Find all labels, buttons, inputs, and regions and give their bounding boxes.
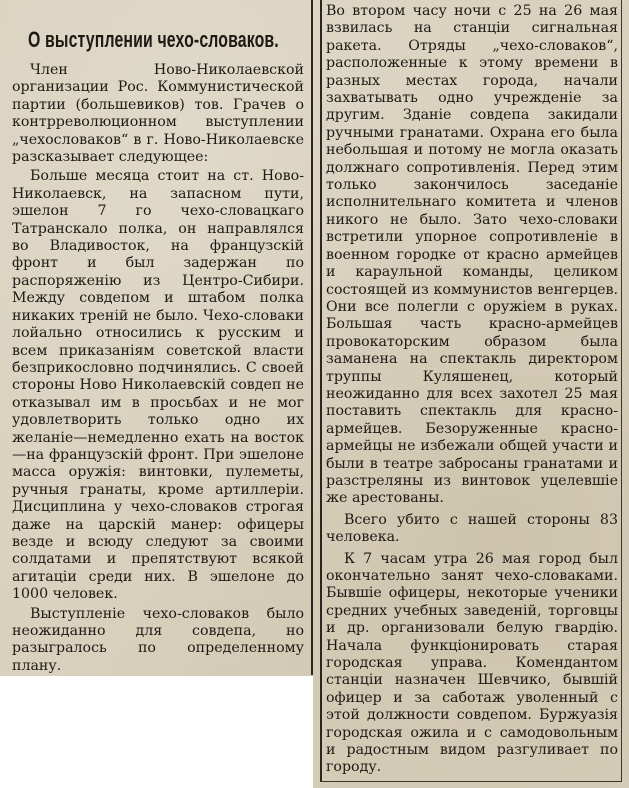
column-divider-left (311, 0, 313, 675)
article-paragraph: Во втором часу ночи с 25 на 26 мая взвилась на станціи сигнальная ракета. Отряды „чехо-словаков“, расположенные к этому времени в разных местах города, начали захватывать одно учрежденіе за другим. Зданіе совдепа закидали ручными гранатами. Охрана его была небольшая и потому не могла оказать должнаго сопротивленія. Перед этим только закончилось заседаніе исполнительнаго комитета и членов никого не было. Зато чехо-словаки встретили упорное сопротивленіе в военном городке от красно армейцев и караульной команды, целиком состоящей из коммунистов венгерцев. Они все полегли с оружіем в руках. Большая часть красно-армейцев провокаторским образом была заманена на спектакль директором труппы Куляшенец, который неожиданно для всех захотел 25 мая поставить спектакль для красно-армейцев. Безоруженные красно-армейцы не избежали общей участи и были в театре забросаны гранатами и разстреляны из винтовок уцелевшіе же арестованы. (326, 3, 618, 507)
article-paragraph: Выступленіе чехо-словаков было неожиданно для совдепа, но разыгралось по определенному плану. (12, 605, 304, 674)
article-column-left (12, 62, 304, 675)
article-title: О выступлении чехо-словаков. (28, 26, 279, 52)
article-paragraph: Больше месяца стоит на ст. Ново-Николаевск, на запасном пути, эшелон 7 го чехо-словацкаго Татранскало полка, он направлялся во Владивосток, на французскій фронт и был задержан по распоряженію из Центро-Сибири. Между совдепом и штабом полка никаких треній не было. Чехо-словаки лойально относились к русским и всем приказаніям советской власти безприкословно подчинялись. С своей стороны Ново Николаевскій совдеп не отказывал им в просьбах и не мог удовлетворить только одно их желаніе—немедленно ехать на восток—на французскій фронт. При эшелоне масса оружія: винтовки, пулеметы, ручныя гранаты, кроме артиллеріи. Дисциплина у чехо-словаков строгая даже на царскій манер: офицеры везде и всюду следуют за своими солдатами и препятствуют всякой агитаціи среди них. В эшелоне до 1000 человек. (12, 168, 304, 603)
column-border-bottom (320, 781, 622, 782)
article-column-right (326, 3, 618, 777)
article-paragraph: К 7 часам утра 26 мая город был окончательно занят чехо-словаками. Бывшіе офицеры, некоторые ученики средних учебных заведеній, торговцы и др. организовали белую гвардію. Начала функціонировать старая городская управа. Комендантом станціи назначен Шевчико, бывшій офицер и за саботаж уволенный с этой должности совдепом. Буржуазія городская ожила и с самодовольным и радостным видом разгуливает по городу. (326, 550, 618, 776)
article-paragraph: Член Ново-Николаевской организации Рос. Коммунистической партии (большевиков) тов. Грачев о контрреволюционном выступлении „чехословаков“ в г. Ново-Николаевске разсказывает следующее: (12, 62, 304, 166)
column-border-right (621, 0, 622, 782)
article-paragraph: Всего убито с нашей стороны 83 человека. (326, 511, 618, 546)
blank-area (0, 676, 313, 788)
column-divider-right (320, 0, 322, 782)
